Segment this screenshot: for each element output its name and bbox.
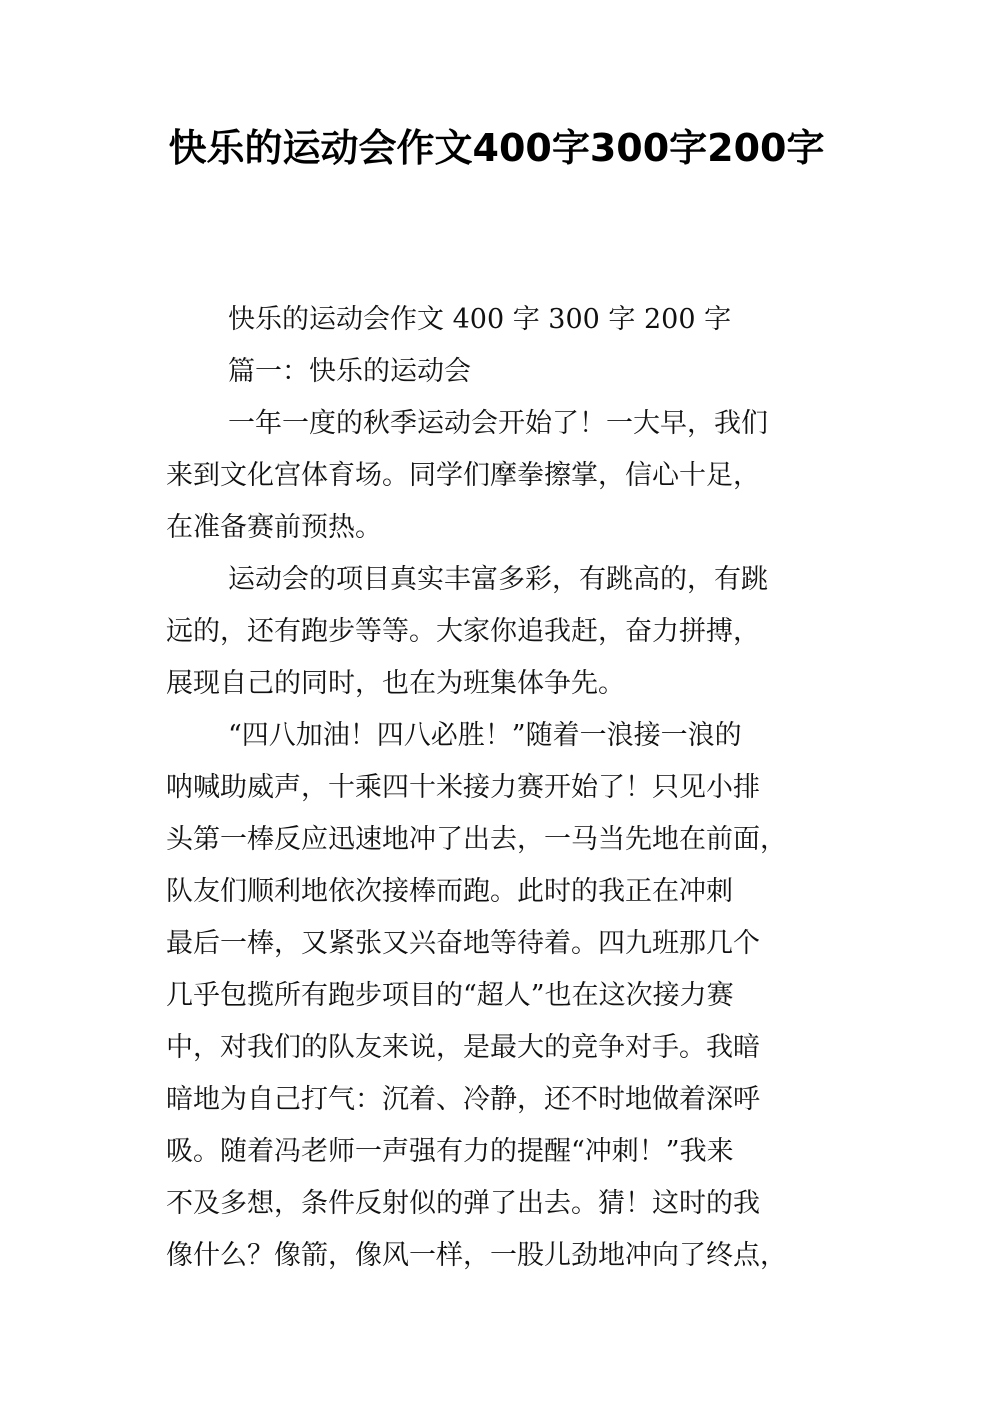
body-line: 快乐的运动会作文 400 字 300 字 200 字 (228, 304, 732, 335)
body-line: 中，对我们的队友来说，是最大的竞争对手。我暗 (166, 1032, 760, 1063)
document-title: 快乐的运动会作文400字300字200字 (168, 126, 825, 170)
body-line: 像什么？像箭，像风一样，一股儿劲地冲向了终点， (166, 1240, 787, 1271)
body-line: 几乎包揽所有跑步项目的“超人”也在这次接力赛 (166, 980, 734, 1011)
document-body (166, 294, 834, 1282)
body-line: 一年一度的秋季运动会开始了！一大早，我们 (228, 408, 768, 439)
body-line: 篇一：快乐的运动会 (228, 356, 471, 387)
body-line: 吸。随着冯老师一声强有力的提醒“冲刺！”我来 (166, 1136, 734, 1167)
body-line: 来到文化宫体育场。同学们摩拳擦掌，信心十足， (166, 460, 760, 491)
body-line: 不及多想，条件反射似的弹了出去。猜！这时的我 (166, 1188, 760, 1219)
body-line: 暗地为自己打气：沉着、冷静，还不时地做着深呼 (166, 1084, 760, 1115)
body-line: 头第一棒反应迅速地冲了出去，一马当先地在前面， (166, 824, 787, 855)
body-line: 最后一棒，又紧张又兴奋地等待着。四九班那几个 (166, 928, 760, 959)
body-line: 队友们顺利地依次接棒而跑。此时的我正在冲刺 (166, 876, 733, 907)
body-line: “四八加油！四八必胜！”随着一浪接一浪的 (228, 720, 742, 751)
body-line: 呐喊助威声，十乘四十米接力赛开始了！只见小排 (166, 772, 760, 803)
body-line: 远的，还有跑步等等。大家你追我赶，奋力拼搏， (166, 616, 760, 647)
body-line: 运动会的项目真实丰富多彩，有跳高的，有跳 (228, 564, 768, 595)
body-line: 展现自己的同时，也在为班集体争先。 (166, 668, 625, 699)
body-line: 在准备赛前预热。 (166, 512, 382, 543)
